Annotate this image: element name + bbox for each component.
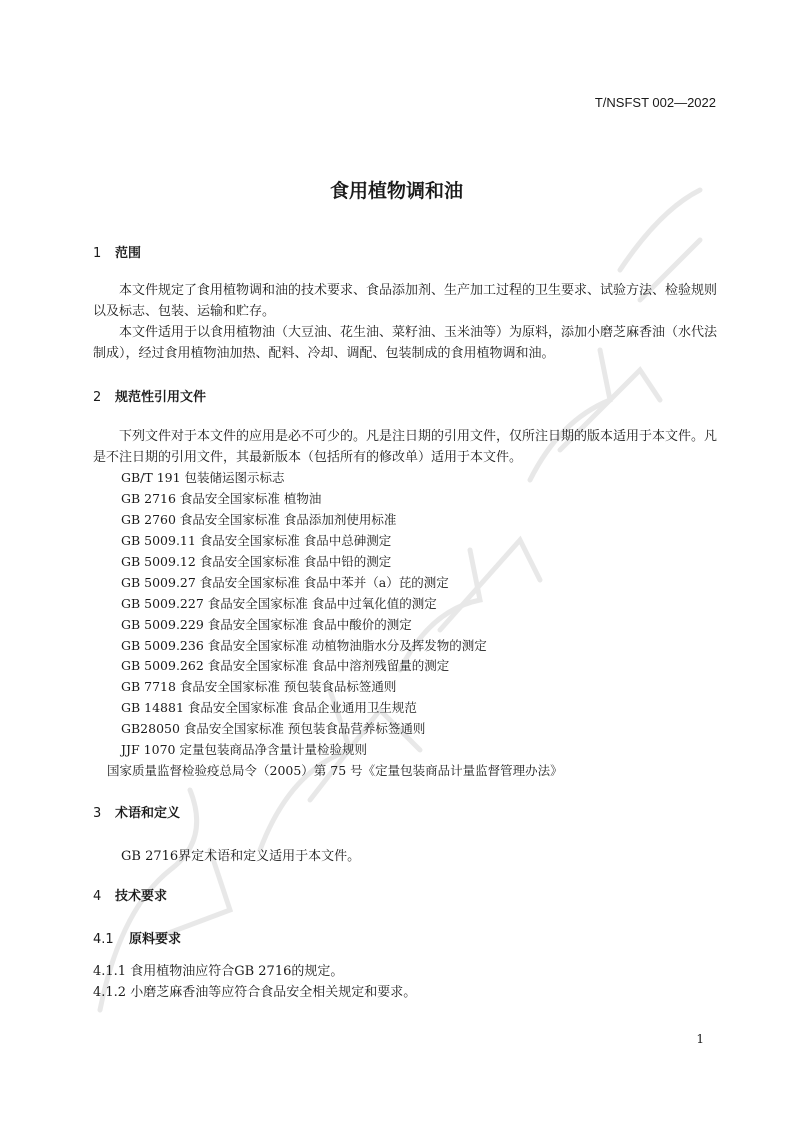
section-title: 规范性引用文件: [115, 390, 207, 405]
reference-item: JJF 1070 定量包装商品净含量计量检验规则: [121, 742, 367, 757]
section-4-heading: [93, 885, 167, 904]
clause-item: 4.1.1 食用植物油应符合GB 2716的规定。: [93, 964, 344, 979]
section-1-paragraph-2: 本文件适用于以食用植物油（大豆油、花生油、菜籽油、玉米油等）为原料，添加小磨芝麻香油（水代法制成），经过食用植物油加热、配料、冷却、调配、包装制成的食用植物调和油。: [93, 325, 718, 361]
reference-item: GB 5009.227 食品安全国家标准 食品中过氧化值的测定: [121, 596, 437, 611]
reference-item: GB 5009.27 食品安全国家标准 食品中苯并（a）芘的测定: [121, 575, 449, 590]
page-number: 1: [696, 1032, 704, 1046]
reference-item: GB 5009.262 食品安全国家标准 食品中溶剂残留量的测定: [121, 658, 450, 673]
clause-item: 4.1.2 小磨芝麻香油等应符合食品安全相关规定和要求。: [93, 985, 417, 1000]
reference-item: GB 5009.11 食品安全国家标准 食品中总砷测定: [121, 533, 392, 548]
section-2-heading: [93, 386, 206, 405]
reference-item: GB/T 191 包装储运图示标志: [121, 470, 285, 485]
section-number: 3: [93, 806, 102, 821]
section-2-paragraph-1: 下列文件对于本文件的应用是必不可少的。凡是注日期的引用文件，仅所注日期的版本适用于本文件。凡是不注日期的引用文件，其最新版本（包括所有的修改单）适用于本文件。: [93, 429, 718, 465]
section-1-paragraph-1: 本文件规定了食用植物调和油的技术要求、食品添加剂、生产加工过程的卫生要求、试验方法、检验规则以及标志、包装、运输和贮存。: [93, 283, 718, 319]
reference-item: GB 2760 食品安全国家标准 食品添加剂使用标准: [121, 512, 397, 527]
section-1-heading: [93, 242, 141, 261]
reference-decree: 国家质量监督检验疫总局令（2005）第 75 号《定量包装商品计量监督管理办法》: [107, 763, 563, 778]
section-title: 技术要求: [115, 889, 168, 904]
reference-item: GB 7718 食品安全国家标准 预包装食品标签通则: [121, 679, 397, 694]
section-number: 4: [93, 889, 102, 904]
subsection-4-1-heading: [93, 928, 181, 947]
reference-item: GB 5009.236 食品安全国家标准 动植物油脂水分及挥发物的测定: [121, 638, 487, 653]
section-number: 2: [93, 390, 102, 405]
section-number: 1: [93, 246, 102, 261]
reference-item: GB 2716 食品安全国家标准 植物油: [121, 491, 322, 506]
section-title: 术语和定义: [115, 806, 181, 821]
document-code: T/NSFST 002—2022: [594, 95, 716, 110]
reference-item: GB 5009.229 食品安全国家标准 食品中酸价的测定: [121, 617, 412, 632]
reference-item: GB 5009.12 食品安全国家标准 食品中铅的测定: [121, 554, 392, 569]
section-3-paragraph-1: GB 2716界定术语和定义适用于本文件。: [121, 849, 361, 864]
subsection-number: 4.1: [93, 932, 114, 947]
reference-item: GB28050 食品安全国家标准 预包装食品营养标签通则: [121, 721, 426, 736]
section-3-heading: [93, 802, 180, 821]
section-title: 范围: [115, 246, 142, 261]
subsection-title: 原料要求: [129, 932, 182, 947]
reference-item: GB 14881 食品安全国家标准 食品企业通用卫生规范: [121, 700, 417, 715]
document-title: 食用植物调和油: [329, 180, 463, 202]
